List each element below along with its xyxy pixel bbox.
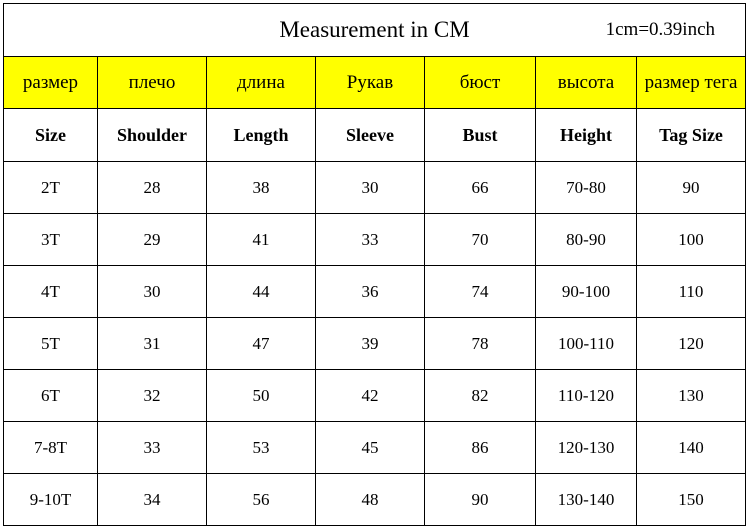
table-row [4, 370, 746, 422]
header-en-tag-size: Tag Size [637, 109, 746, 162]
size-chart [3, 3, 745, 527]
cell-shoulder: 29 [98, 214, 207, 266]
cell-bust: 90 [425, 474, 536, 526]
cell-length: 47 [207, 318, 316, 370]
cell-sleeve: 33 [316, 214, 425, 266]
table-row [4, 162, 746, 214]
header-ru-bust: бюст [425, 57, 536, 109]
cell-tag-size: 110 [637, 266, 746, 318]
title-cell [4, 4, 746, 57]
cell-bust: 66 [425, 162, 536, 214]
header-ru-sleeve: Рукав [316, 57, 425, 109]
header-en-length: Length [207, 109, 316, 162]
cell-sleeve: 30 [316, 162, 425, 214]
cell-height: 100-110 [536, 318, 637, 370]
header-ru-size: размер [4, 57, 98, 109]
table-row [4, 266, 746, 318]
cell-height: 90-100 [536, 266, 637, 318]
unit-conversion-note: 1cm=0.39inch [605, 19, 716, 40]
header-ru-tag-size: размер тега [637, 57, 746, 109]
table-title: Measurement in CM [279, 17, 470, 42]
cell-tag-size: 130 [637, 370, 746, 422]
header-en-height: Height [536, 109, 637, 162]
cell-shoulder: 30 [98, 266, 207, 318]
cell-bust: 86 [425, 422, 536, 474]
cell-bust: 82 [425, 370, 536, 422]
cell-bust: 78 [425, 318, 536, 370]
cell-length: 44 [207, 266, 316, 318]
cell-shoulder: 32 [98, 370, 207, 422]
cell-bust: 70 [425, 214, 536, 266]
cell-height: 110-120 [536, 370, 637, 422]
header-en-size: Size [4, 109, 98, 162]
cell-size: 7-8T [4, 422, 98, 474]
cell-size: 2T [4, 162, 98, 214]
cell-sleeve: 36 [316, 266, 425, 318]
cell-sleeve: 48 [316, 474, 425, 526]
header-ru-shoulder: плечо [98, 57, 207, 109]
cell-length: 41 [207, 214, 316, 266]
table-row [4, 318, 746, 370]
cell-length: 38 [207, 162, 316, 214]
cell-size: 3T [4, 214, 98, 266]
cell-size: 5T [4, 318, 98, 370]
cell-height: 120-130 [536, 422, 637, 474]
cell-size: 6T [4, 370, 98, 422]
cell-length: 50 [207, 370, 316, 422]
cell-size: 4T [4, 266, 98, 318]
title-row [4, 4, 746, 57]
table-row [4, 422, 746, 474]
cell-sleeve: 39 [316, 318, 425, 370]
header-en-shoulder: Shoulder [98, 109, 207, 162]
measurement-table [3, 3, 746, 526]
cell-tag-size: 90 [637, 162, 746, 214]
cell-shoulder: 33 [98, 422, 207, 474]
cell-tag-size: 150 [637, 474, 746, 526]
table-row [4, 474, 746, 526]
header-en-sleeve: Sleeve [316, 109, 425, 162]
header-en-bust: Bust [425, 109, 536, 162]
cell-bust: 74 [425, 266, 536, 318]
cell-shoulder: 34 [98, 474, 207, 526]
cell-length: 56 [207, 474, 316, 526]
cell-tag-size: 120 [637, 318, 746, 370]
cell-tag-size: 100 [637, 214, 746, 266]
cell-height: 70-80 [536, 162, 637, 214]
cell-tag-size: 140 [637, 422, 746, 474]
table-row [4, 214, 746, 266]
cell-size: 9-10T [4, 474, 98, 526]
cell-shoulder: 28 [98, 162, 207, 214]
header-ru-length: длина [207, 57, 316, 109]
cell-height: 130-140 [536, 474, 637, 526]
cell-sleeve: 45 [316, 422, 425, 474]
cell-length: 53 [207, 422, 316, 474]
header-row-english [4, 109, 746, 162]
cell-sleeve: 42 [316, 370, 425, 422]
cell-height: 80-90 [536, 214, 637, 266]
cell-shoulder: 31 [98, 318, 207, 370]
header-row-russian [4, 57, 746, 109]
header-ru-height: высота [536, 57, 637, 109]
